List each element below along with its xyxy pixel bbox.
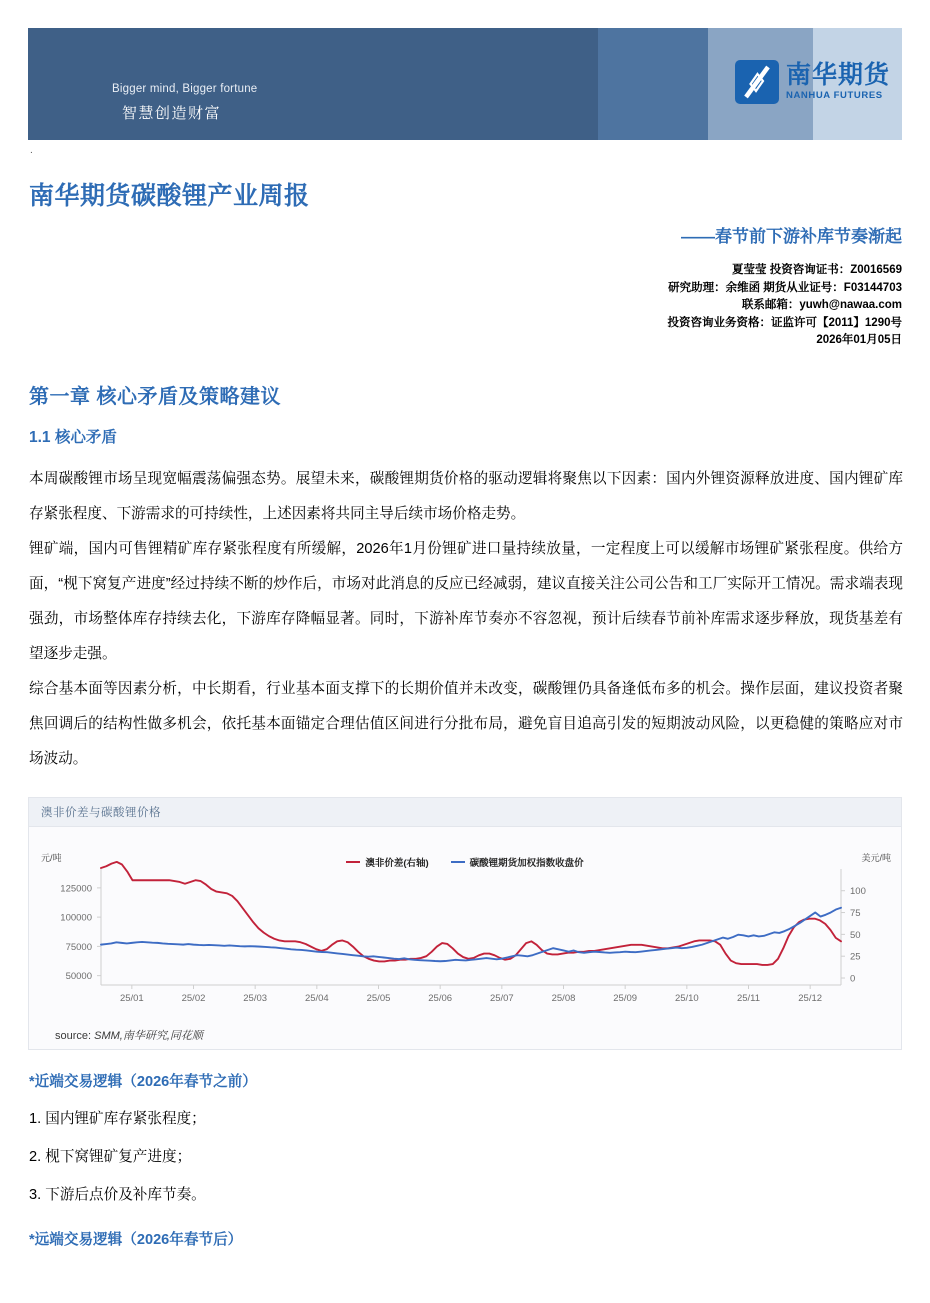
svg-text:25/12: 25/12 <box>798 993 823 1004</box>
slogan-english: Bigger mind, Bigger fortune <box>112 83 258 95</box>
svg-text:75000: 75000 <box>65 941 92 953</box>
far-term-logic-block <box>29 1228 903 1249</box>
page-title: 南华期货碳酸锂产业周报 <box>29 182 310 210</box>
svg-text:25/01: 25/01 <box>119 993 144 1004</box>
svg-text:25/02: 25/02 <box>181 993 206 1004</box>
logo-slash-glyph <box>744 65 770 99</box>
banner-left-panel <box>28 28 598 140</box>
nanhua-logo-icon <box>735 60 779 104</box>
svg-text:25/06: 25/06 <box>428 993 453 1004</box>
body-copy <box>29 462 903 777</box>
svg-text:25/07: 25/07 <box>489 993 514 1004</box>
chart-source-label: source: <box>55 1030 92 1042</box>
meta-license: 投资咨询业务资格：证监许可【2011】1290号 <box>667 316 902 329</box>
slogan-chinese: 智慧创造财富 <box>122 105 222 122</box>
logo-chinese-name: 南华期货 <box>785 61 890 90</box>
svg-text:25/10: 25/10 <box>674 993 699 1004</box>
near-term-heading: *近端交易逻辑（2026年春节之前） <box>29 1074 257 1090</box>
svg-text:25/11: 25/11 <box>736 993 761 1004</box>
legend-label-lithium: 碳酸锂期货加权指数收盘价 <box>469 858 584 869</box>
far-term-heading: *远端交易逻辑（2026年春节后） <box>29 1232 243 1248</box>
chart-right-unit-label: 美元/吨 <box>861 853 891 863</box>
paragraph-2: 锂矿端，国内可售锂精矿库存紧张程度有所缓解，2026年1月份锂矿进口量持续放量，一定程度上可以缓解市场锂矿紧张程度。供给方面，“枧下窝复产进度”经过持续不断的炒作后，市场对此消息的反应已经减弱，建议直接关注公司公告和工厂实际开工情况。需求端表现强劲，市场整体库存持续去化，下游库存降幅显著。同时，下游补库节奏亦不容忽视，预计后续春节前补库需求逐步释放，现货基差有望逐步走强。 <box>29 541 903 662</box>
svg-text:0: 0 <box>850 973 856 985</box>
logo-english-name: NANHUA FUTURES <box>785 90 883 102</box>
paragraph-1: 本周碳酸锂市场呈现宽幅震荡偏强态势。展望未来，碳酸锂期货价格的驱动逻辑将聚焦以下因素：国内外锂资源释放进度、国内锂矿库存紧张程度、下游需求的可持续性，上述因素将共同主导后续市场价格走势。 <box>29 471 903 522</box>
svg-text:25/08: 25/08 <box>551 993 576 1004</box>
author-meta-block <box>667 262 902 350</box>
chart-footer <box>29 1021 901 1049</box>
chart-source-value: SMM,南华研究,同花顺 <box>94 1030 203 1042</box>
chart-header-title: 澳非价差与碳酸锂价格 <box>41 807 161 819</box>
svg-text:125000: 125000 <box>60 883 92 895</box>
banner-band-medium <box>598 28 708 140</box>
svg-text:50: 50 <box>850 929 861 941</box>
near-term-item-2-row <box>29 1145 903 1166</box>
logo-wordmark <box>786 63 890 101</box>
svg-text:50000: 50000 <box>65 971 92 983</box>
svg-text:25/03: 25/03 <box>243 993 268 1004</box>
meta-analyst: 夏莹莹 投资咨询证书：Z0016569 <box>732 264 902 276</box>
chapter-heading: 第一章 核心矛盾及策略建议 <box>29 386 282 408</box>
page-subtitle: ——春节前下游补库节奏渐起 <box>681 227 902 246</box>
near-term-logic-block <box>29 1070 903 1091</box>
svg-text:25/09: 25/09 <box>613 993 638 1004</box>
company-logo <box>735 60 890 104</box>
chart-source <box>55 1027 203 1043</box>
svg-text:100: 100 <box>850 886 866 898</box>
legend-label-spread: 澳非价差(右轴) <box>365 858 429 869</box>
meta-assistant: 研究助理：余维函 期货从业证号：F03144703 <box>668 281 902 294</box>
meta-date: 2026年01月05日 <box>816 334 902 346</box>
chart-svg <box>29 827 901 1021</box>
meta-email: 联系邮箱：yuwh@nawaa.com <box>741 299 902 311</box>
section-heading: 1.1 核心矛盾 <box>29 429 117 446</box>
list-item: 3. 下游后点价及补库节奏。 <box>29 1187 206 1203</box>
svg-text:75: 75 <box>850 908 861 920</box>
list-item: 1. 国内锂矿库存紧张程度； <box>29 1111 206 1127</box>
stray-mark: . <box>30 145 33 156</box>
chart-header <box>29 798 901 827</box>
chart-left-unit-label: 元/吨 <box>41 853 62 863</box>
svg-text:100000: 100000 <box>60 912 92 924</box>
near-term-item-1-row <box>29 1107 903 1128</box>
chart-card <box>28 797 902 1050</box>
chart-plot-area <box>29 827 901 1021</box>
svg-text:25/05: 25/05 <box>366 993 391 1004</box>
paragraph-3: 综合基本面等因素分析，中长期看，行业基本面支撑下的长期价值并未改变，碳酸锂仍具备逢低布多的机会。操作层面，建议投资者聚焦回调后的结构性做多机会，依托基本面锚定合理估值区间进行分批布局，避免盲目追高引发的短期波动风险，以更稳健的策略应对市场波动。 <box>29 681 903 767</box>
svg-text:25/04: 25/04 <box>304 993 329 1004</box>
near-term-item-3-row <box>29 1183 903 1204</box>
svg-text:25: 25 <box>850 951 861 963</box>
page-header-banner <box>28 28 902 140</box>
list-item: 2. 枧下窝锂矿复产进度； <box>29 1149 192 1165</box>
